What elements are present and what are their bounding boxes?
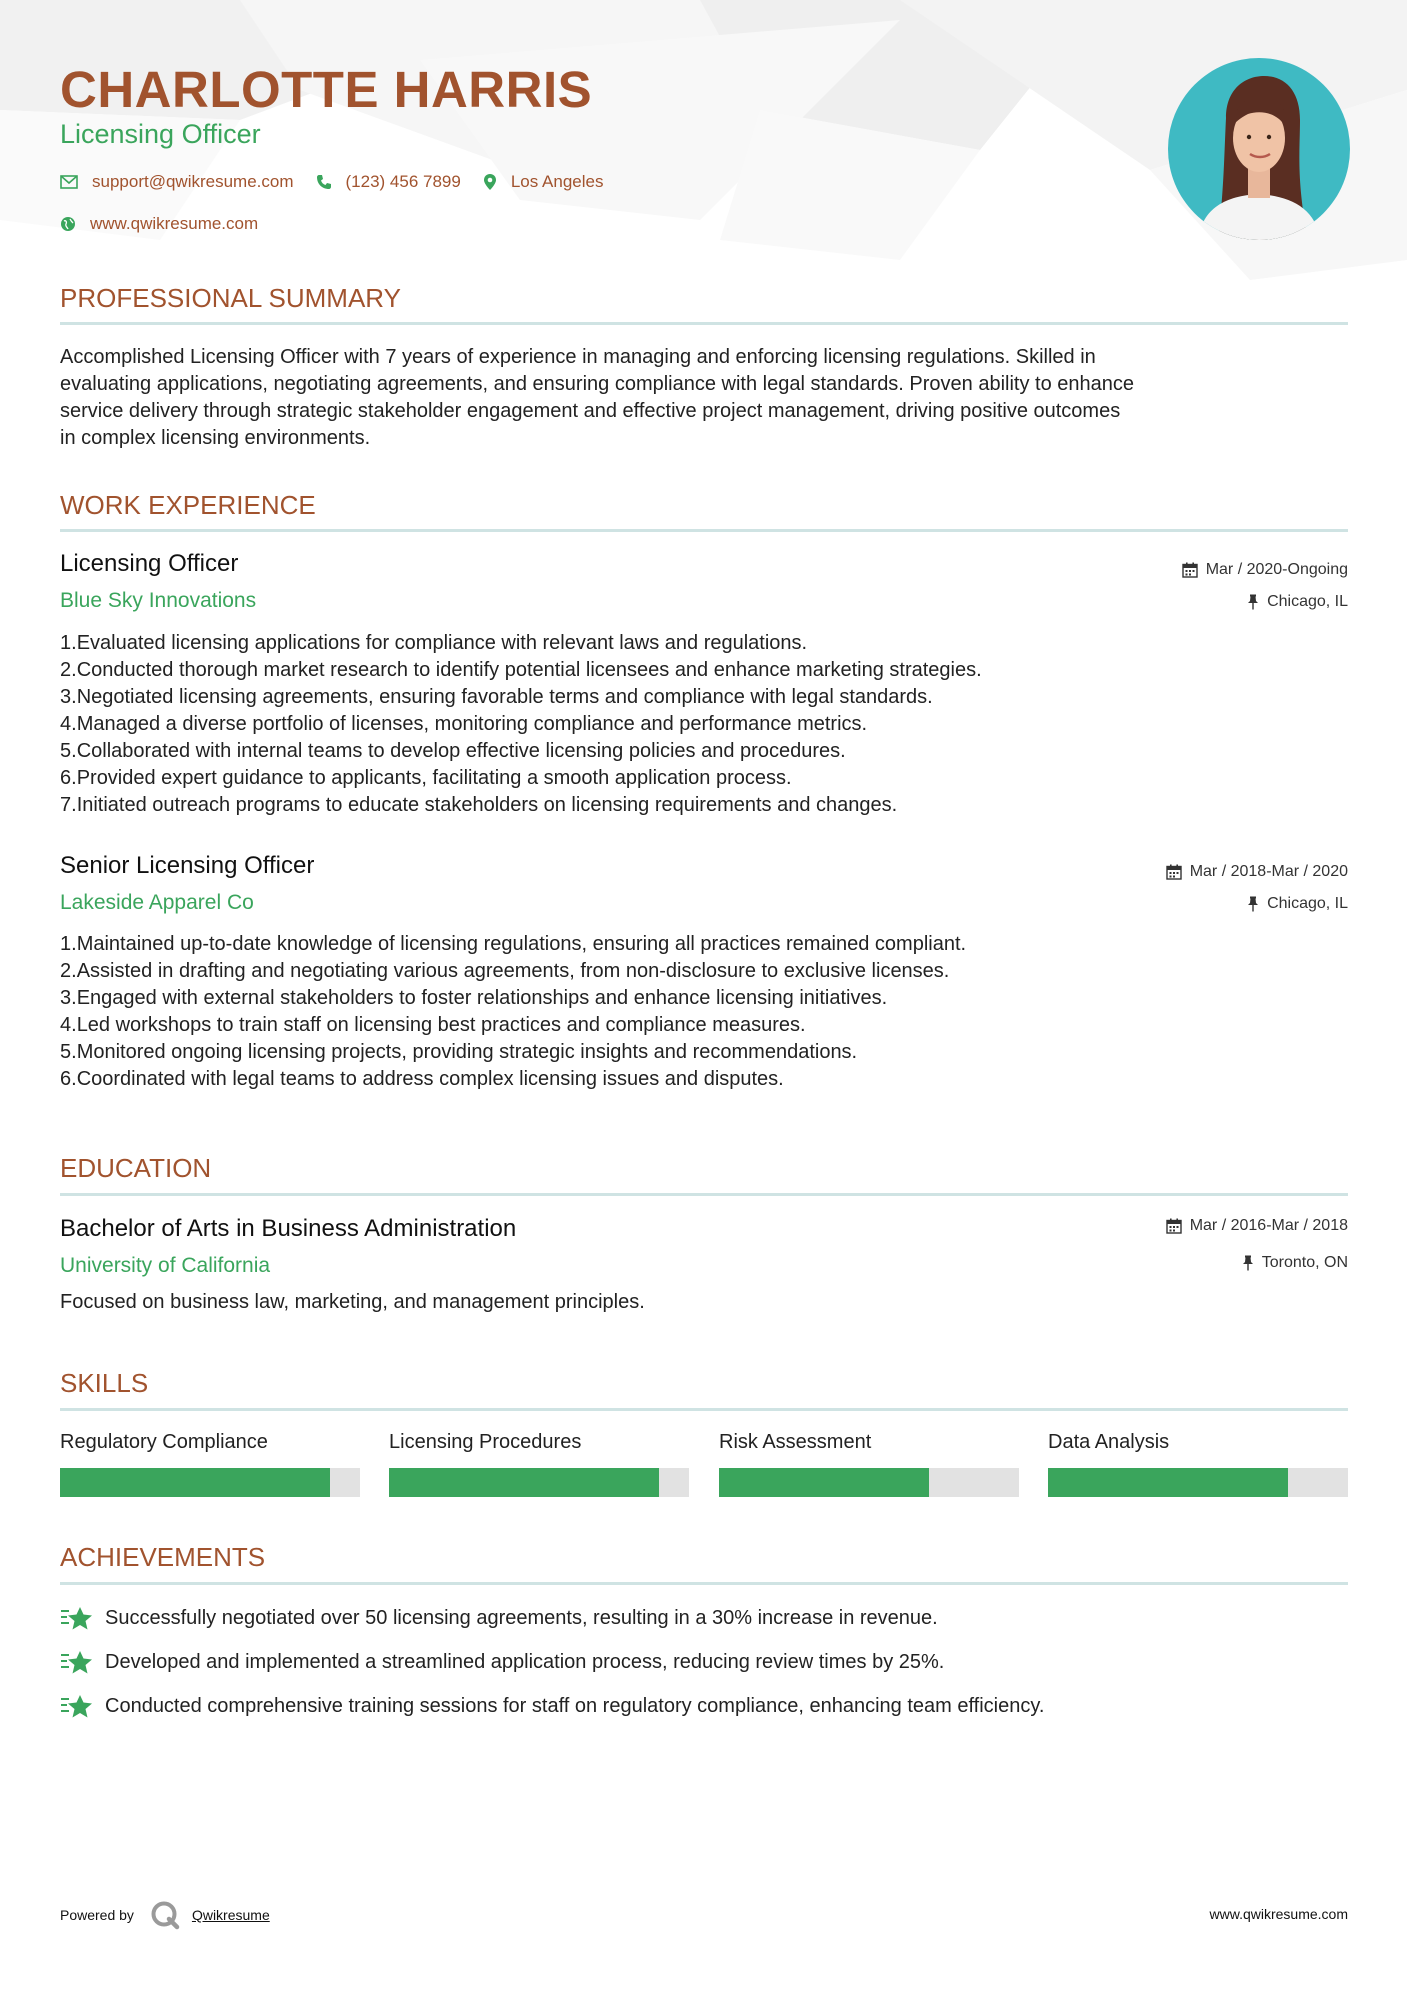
candidate-name: CHARLOTTE HARRIS xyxy=(60,61,593,118)
section-title-experience: WORK EXPERIENCE xyxy=(60,490,316,520)
calendar-icon xyxy=(1166,864,1182,880)
job-title: Senior Licensing Officer xyxy=(60,852,315,879)
job-duties-list xyxy=(60,630,1348,819)
achievement-text: Developed and implemented a streamlined application process, reducing review times by 25%. xyxy=(105,1651,945,1673)
summary-line: Accomplished Licensing Officer with 7 years of experience in managing and enforcing licensing regulations. Skilled in xyxy=(60,346,1096,368)
job-location xyxy=(1247,894,1348,914)
contact-row xyxy=(60,172,625,192)
job-title: Licensing Officer xyxy=(60,550,239,577)
job-location-text: Chicago, IL xyxy=(1267,895,1348,912)
skill-bar xyxy=(60,1468,360,1497)
education-location-text: Toronto, ON xyxy=(1261,1254,1348,1271)
star-achievement-icon xyxy=(60,1693,93,1719)
email-link[interactable]: support@qwikresume.com xyxy=(92,172,294,191)
pushpin-icon xyxy=(1247,896,1259,912)
skill-bar-fill xyxy=(1048,1468,1288,1497)
map-pin-icon xyxy=(483,173,497,191)
section-title-skills: SKILLS xyxy=(60,1368,149,1398)
achievement-text: Conducted comprehensive training sessions for staff on regulatory compliance, enhancing team efficiency. xyxy=(105,1695,1045,1717)
skill-bar xyxy=(389,1468,689,1497)
list-item: 7.Initiated outreach programs to educate stakeholders on licensing requirements and changes. xyxy=(60,794,898,816)
calendar-icon xyxy=(1166,1218,1182,1234)
list-item: 2.Assisted in drafting and negotiating various agreements, from non-disclosure to exclusive licenses. xyxy=(60,960,950,982)
degree-title: Bachelor of Arts in Business Administration xyxy=(60,1215,517,1242)
qwikresume-logo-icon xyxy=(150,1900,180,1930)
star-achievement-icon xyxy=(60,1649,93,1675)
list-item: 4.Led workshops to train staff on licensing best practices and compliance measures. xyxy=(60,1014,806,1036)
footer-powered-by xyxy=(60,1900,270,1930)
summary-paragraph xyxy=(60,344,1348,452)
footer-website-link[interactable]: www.qwikresume.com xyxy=(1209,1906,1348,1922)
skill-label: Licensing Procedures xyxy=(389,1431,582,1453)
phone-number[interactable]: (123) 456 7899 xyxy=(345,172,461,191)
education-date-text: Mar / 2016-Mar / 2018 xyxy=(1189,1217,1348,1234)
powered-by-label: Powered by xyxy=(60,1907,134,1923)
section-divider xyxy=(60,1408,1348,1411)
section-title-education: EDUCATION xyxy=(60,1153,212,1183)
pushpin-icon xyxy=(1242,1255,1254,1271)
achievement-item xyxy=(60,1649,944,1675)
qwikresume-link[interactable]: Qwikresume xyxy=(191,1907,270,1923)
skill-label: Regulatory Compliance xyxy=(60,1431,268,1453)
candidate-role: Licensing Officer xyxy=(60,119,261,149)
skill-bar xyxy=(1048,1468,1348,1497)
list-item: 1.Maintained up-to-date knowledge of licensing regulations, ensuring all practices remained compliant. xyxy=(60,933,967,955)
list-item: 1.Evaluated licensing applications for compliance with relevant laws and regulations. xyxy=(60,632,808,654)
company-name: Blue Sky Innovations xyxy=(60,589,257,612)
education-date xyxy=(1166,1216,1348,1236)
section-divider xyxy=(60,1582,1348,1585)
website-row xyxy=(60,214,280,234)
job-date-text: Mar / 2020-Ongoing xyxy=(1205,561,1348,578)
envelope-icon xyxy=(60,175,78,189)
education-location xyxy=(1242,1253,1348,1273)
skill-item xyxy=(719,1430,1019,1454)
company-name: Lakeside Apparel Co xyxy=(60,891,254,914)
list-item: 4.Managed a diverse portfolio of licenses, monitoring compliance and performance metrics. xyxy=(60,713,868,735)
education-description: Focused on business law, marketing, and management principles. xyxy=(60,1291,645,1313)
star-achievement-icon xyxy=(60,1605,93,1631)
job-duties-list xyxy=(60,931,1348,1093)
calendar-icon xyxy=(1182,562,1198,578)
job-location-text: Chicago, IL xyxy=(1267,593,1348,610)
list-item: 2.Conducted thorough market research to identify potential licensees and enhance marketing strategies. xyxy=(60,659,982,681)
location-text: Los Angeles xyxy=(510,172,604,191)
school-name: University of California xyxy=(60,1254,271,1277)
job-date-text: Mar / 2018-Mar / 2020 xyxy=(1189,863,1348,880)
skill-bar-fill xyxy=(60,1468,330,1497)
section-divider xyxy=(60,529,1348,532)
section-title-summary: PROFESSIONAL SUMMARY xyxy=(60,283,401,313)
summary-line: evaluating applications, negotiating agreements, and ensuring compliance with legal standards. Proven ability to enhance xyxy=(60,373,1135,395)
achievement-text: Successfully negotiated over 50 licensing agreements, resulting in a 30% increase in revenue. xyxy=(105,1607,938,1629)
list-item: 5.Collaborated with internal teams to develop effective licensing policies and procedures. xyxy=(60,740,846,762)
website-link[interactable]: www.qwikresume.com xyxy=(90,214,259,233)
skill-bar-fill xyxy=(389,1468,659,1497)
summary-line: service delivery through strategic stakeholder engagement and effective project management, driving positive outcomes xyxy=(60,400,1121,422)
achievement-item xyxy=(60,1693,1044,1719)
list-item: 6.Coordinated with legal teams to address complex licensing issues and disputes. xyxy=(60,1068,784,1090)
skill-label: Data Analysis xyxy=(1048,1431,1170,1453)
job-location xyxy=(1247,592,1348,612)
profile-photo xyxy=(1168,58,1350,240)
globe-icon xyxy=(60,216,76,232)
phone-icon xyxy=(316,174,332,190)
list-item: 6.Provided expert guidance to applicants, facilitating a smooth application process. xyxy=(60,767,792,789)
pushpin-icon xyxy=(1247,594,1259,610)
list-item: 3.Engaged with external stakeholders to foster relationships and enhance licensing initiatives. xyxy=(60,987,888,1009)
list-item: 5.Monitored ongoing licensing projects, providing strategic insights and recommendations. xyxy=(60,1041,858,1063)
skill-item xyxy=(389,1430,689,1454)
skill-item xyxy=(1048,1430,1348,1454)
summary-line: in complex licensing environments. xyxy=(60,427,371,449)
list-item: 3.Negotiated licensing agreements, ensuring favorable terms and compliance with legal standards. xyxy=(60,686,933,708)
skill-bar-fill xyxy=(719,1468,929,1497)
skill-item xyxy=(60,1430,360,1454)
skill-bar xyxy=(719,1468,1019,1497)
section-title-achievements: ACHIEVEMENTS xyxy=(60,1542,266,1572)
job-date xyxy=(1166,862,1348,882)
section-divider xyxy=(60,322,1348,325)
job-date xyxy=(1182,560,1348,580)
skill-label: Risk Assessment xyxy=(719,1431,872,1453)
section-divider xyxy=(60,1193,1348,1196)
achievement-item xyxy=(60,1605,938,1631)
